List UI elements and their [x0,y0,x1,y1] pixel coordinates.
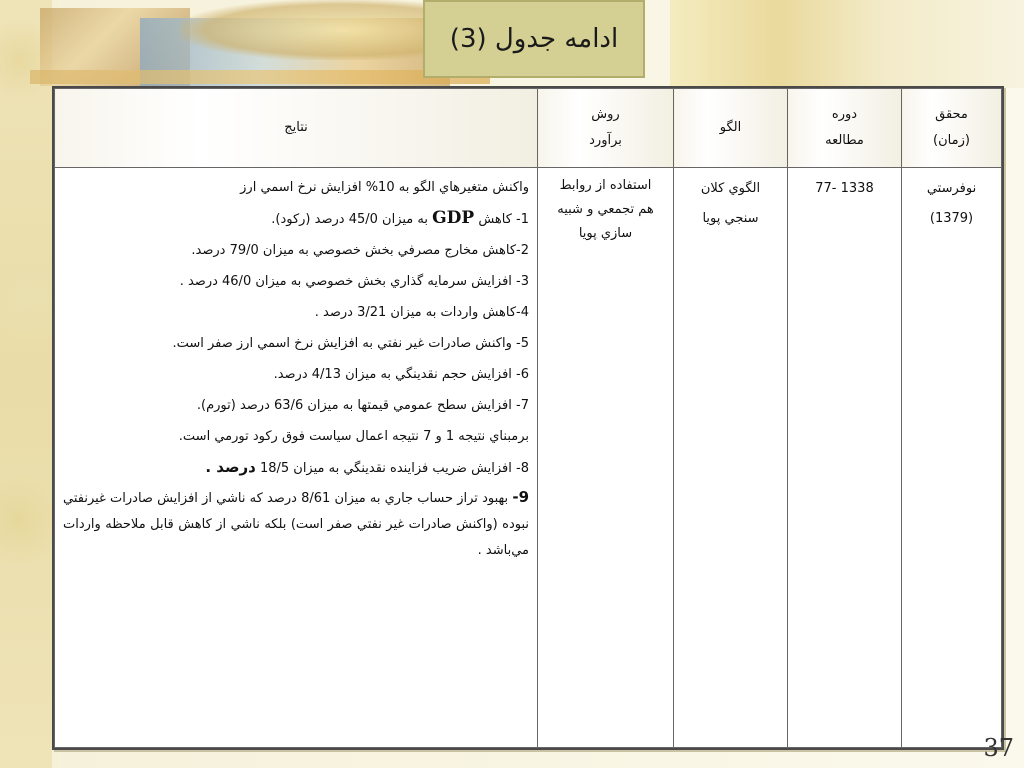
header-period-line1: دوره [831,107,858,122]
cell-model [674,168,788,748]
cell-method-line2: هم تجمعي و شبيه [557,202,654,217]
result-item-6: 6- افزايش حجم نقدينگي به ميزان 4/13 درصد. [273,367,529,382]
cell-results [55,168,538,748]
cell-researcher [902,168,1002,748]
background-left-strip [0,0,52,768]
result-item-1-b: به ميزان 45/0 درصد (ركود). [271,212,428,227]
collage-image [670,0,1024,88]
result-item-1 [63,203,529,235]
cell-researcher-name: نوفرستي [926,181,977,196]
page-number: 37 [983,734,1014,762]
table-row [55,168,1002,748]
result-item-9-text: بهبود تراز حساب جاري به ميزان 8/61 درصد كه ناشي از افزايش صادرات غيرنفتي نبوده (واكنش صادرات غير نفتي صفر است) بلكه ناشي از كاهش قابل ملاحظه واردات مي‌باشد . [63,491,529,558]
table-header-row [55,89,1002,168]
result-item-3: 3- افزايش سرمايه گذاري بخش خصوصي به ميزان 46/0 درصد . [179,274,529,289]
result-item-5: 5- واكنش صادرات غير نفتي به افزايش نرخ اسمي ارز صفر است. [172,336,529,351]
cell-method-line1: استفاده از روابط [559,178,652,193]
result-item-8 [63,452,529,484]
header-researcher [902,89,1002,168]
result-item-1-gdp: GDP [432,208,475,228]
header-method-line2: برآورد [589,133,622,148]
result-note: برمبناي نتيجه 1 و 7 نتيجه اعمال سياست فوق ركود تورمي است. [178,429,529,444]
result-intro: واكنش متغيرهاي الگو به 10% افزايش نرخ اسمي ارز [240,180,529,195]
result-item-2: 2-كاهش مخارج مصرفي بخش خصوصي به ميزان 79/0 درصد. [191,243,529,258]
header-period-line2: مطالعه [825,133,864,148]
header-method-line1: روش [591,107,620,122]
collage-stripe [30,70,490,84]
result-item-8-b: درصد . [205,458,256,476]
result-item-9-num: 9- [512,488,529,506]
cell-researcher-year: (1379) [929,211,974,226]
header-researcher-line2: (زمان) [933,133,970,148]
cell-method [538,168,674,748]
collage-image [180,0,450,60]
header-method [538,89,674,168]
cell-method-line3: سازي پويا [578,226,633,241]
header-results: نتايج [55,89,538,168]
results-table [54,88,1002,748]
results-table-frame [52,86,1004,750]
header-period [788,89,902,168]
result-item-9 [63,484,529,564]
cell-period [788,168,902,748]
slide-title: ادامه جدول (3) [449,24,619,54]
result-item-1-a: 1- كاهش [478,212,529,227]
cell-period-value: 77- 1338 [815,181,874,196]
cell-model-line2: سنجي پويا [702,211,759,226]
slide-title-box [423,0,645,78]
result-item-8-a: 8- افزايش ضريب فزاينده نقدينگي به ميزان 18/5 [259,461,529,476]
header-researcher-line1: محقق [935,107,968,122]
header-model: الگو [674,89,788,168]
result-item-7: 7- افزايش سطح عمومي قيمتها به ميزان 63/6 درصد (تورم). [196,398,529,413]
cell-model-line1: الگوي كلان [700,181,761,196]
result-item-4: 4-كاهش واردات به ميزان 3/21 درصد . [314,305,529,320]
